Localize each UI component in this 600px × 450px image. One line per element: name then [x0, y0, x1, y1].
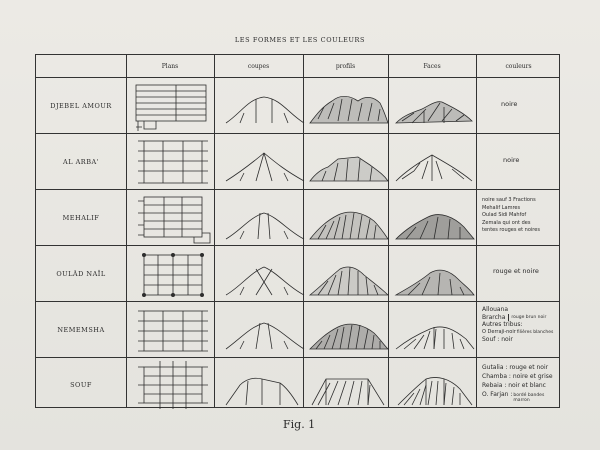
face-drawing [396, 270, 474, 295]
profil-drawing [310, 267, 388, 295]
face-drawing [396, 327, 474, 349]
couleur-line: Oulad Sidi Mahfof [482, 212, 527, 219]
couleur-line: Autres tribus: [482, 321, 523, 329]
plan-drawing [142, 253, 203, 296]
row-label-nememsha: NEMEMSHA [57, 326, 105, 334]
profil-drawing [310, 212, 388, 239]
header-plans: Plans [161, 63, 179, 70]
header-profils: profils [335, 63, 356, 70]
couleur-line: tentes rouges et noires [482, 227, 540, 234]
tent-forms-table [35, 54, 560, 408]
figure-title: LES FORMES ET LES COULEURS [234, 36, 366, 44]
tent-drawings [36, 55, 561, 409]
row-label-oulad-nail: OULÂD NAÏL [56, 270, 106, 278]
coupe-drawing [226, 267, 304, 295]
plan-drawing [138, 361, 208, 409]
row-label-djebel-amour: DJEBEL AMOUR [50, 102, 112, 110]
couleur-line: Gutalia : rouge et noir [482, 364, 549, 371]
couleur-line: O Derraji-noir [482, 328, 516, 335]
header-coupes: coupes [247, 63, 270, 70]
couleur-note: marron [513, 398, 530, 403]
face-drawing [396, 215, 474, 239]
profil-drawing [310, 157, 388, 181]
plan-drawing [136, 85, 206, 131]
couleur-line: noire sauf 3 Fractions [482, 197, 536, 203]
couleur-line: Mehalif Lamres [482, 204, 521, 211]
plan-drawing [138, 197, 210, 243]
profil-drawing [310, 96, 388, 123]
coupe-drawing [226, 378, 298, 405]
coupe-drawing [226, 323, 304, 349]
couleur-line: Souf : noir [482, 336, 513, 344]
couleur-row-4: rouge et noire [493, 267, 539, 275]
coupe-drawing [226, 153, 304, 181]
face-drawing [398, 377, 472, 405]
couleur-line: Brarcha [482, 313, 506, 321]
face-drawing [396, 102, 472, 123]
couleur-note: bordé bandes [513, 393, 545, 398]
coupe-drawing [226, 97, 304, 123]
couleur-note: rouge brun noir [508, 314, 546, 322]
coupe-drawing [226, 213, 304, 239]
couleur-line: O. Farjan : [482, 391, 513, 398]
couleur-note: filières blanches [516, 329, 554, 335]
plan-drawing [138, 141, 208, 183]
couleur-row-2: noire [503, 156, 520, 164]
figure-caption: Fig. 1 [283, 418, 316, 431]
profil-drawing [310, 324, 388, 349]
header-faces: Faces [423, 63, 441, 70]
plan-drawing [138, 311, 208, 351]
profil-drawing [312, 379, 384, 405]
row-label-mehalif: MEHALIF [62, 214, 100, 222]
couleur-line: Allouana [482, 306, 509, 313]
couleur-line: Chamba : noire et grise [482, 373, 553, 380]
couleur-row-1: noire [501, 100, 518, 108]
row-label-souf: SOUF [70, 381, 92, 389]
couleur-line: Zemala qui ont des [482, 219, 531, 226]
couleur-line: Rebaia : noir et blanc [482, 382, 546, 389]
header-couleurs: couleurs [505, 63, 532, 70]
row-label-al-arba: AL ARBA' [63, 158, 99, 166]
face-drawing [396, 155, 472, 181]
